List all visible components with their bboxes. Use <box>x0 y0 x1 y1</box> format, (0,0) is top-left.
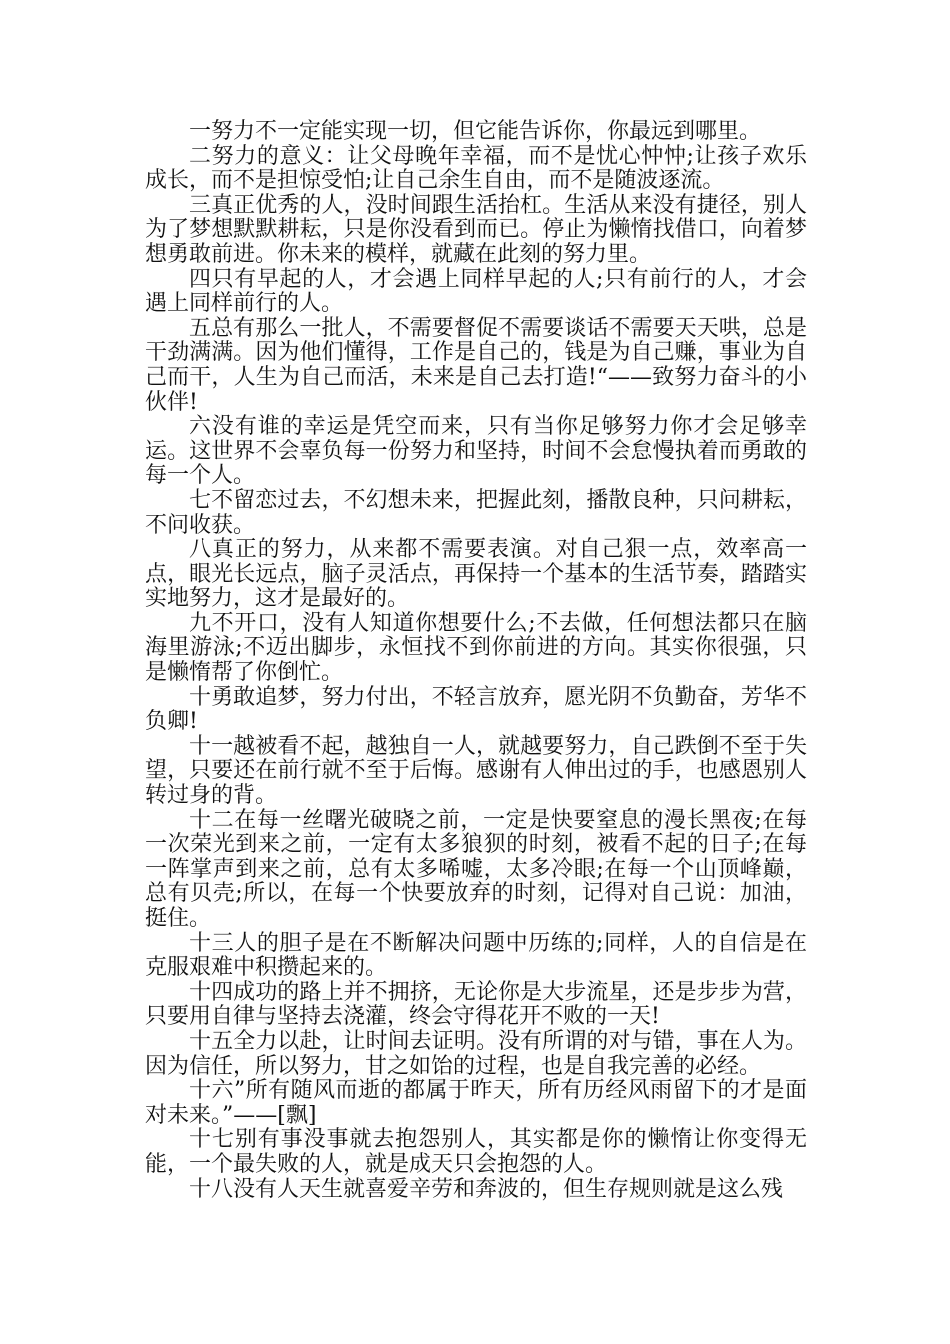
paragraph-6: 六没有谁的幸运是凭空而来，只有当你足够努力你才会足够幸运。这世界不会辜负每一份努力和坚持，时间不会怠慢执着而勇敢的每一个人。 <box>145 414 807 489</box>
paragraph-12: 十二在每一丝曙光破晓之前，一定是快要窒息的漫长黑夜;在每一次荣光到来之前，一定有太多狼狈的时刻，被看不起的日子;在每一阵掌声到来之前，总有太多唏嘘，太多冷眼;在每一个山顶峰巅，总有贝壳;所以，在每一个快要放弃的时刻，记得对自己说：加油，挺住。 <box>145 807 807 931</box>
document-body <box>145 120 807 1202</box>
paragraph-8: 八真正的努力，从来都不需要表演。对自己狠一点，效率高一点，眼光长远点，脑子灵活点，再保持一个基本的生活节奏，踏踏实实地努力，这才是最好的。 <box>145 537 807 612</box>
paragraph-18: 十八没有人天生就喜爱辛劳和奔波的，但生存规则就是这么残 <box>189 1176 784 1202</box>
paragraph-11: 十一越被看不起，越独自一人，就越要努力，自己跌倒不至于失望，只要还在前行就不至于后悔。感谢有人伸出过的手，也感恩别人转过身的背。 <box>145 733 807 809</box>
paragraph-3: 三真正优秀的人，没时间跟生活抬杠。生活从来没有捷径，别人为了梦想默默耕耘，只是你没看到而已。停止为懒惰找借口，向着梦想勇敢前进。你未来的模样，就藏在此刻的努力里。 <box>145 192 807 267</box>
paragraph-17: 十七别有事没事就去抱怨别人，其实都是你的懒惰让你变得无能，一个最失败的人，就是成天只会抱怨的人。 <box>145 1127 807 1177</box>
paragraph-7: 七不留恋过去，不幻想未来，把握此刻，播散良种，只问耕耘，不问收获。 <box>145 487 807 538</box>
paragraph-14: 十四成功的路上并不拥挤，无论你是大步流星，还是步步为营，只要用自律与坚持去浇灌，终会守得花开不败的一天! <box>145 979 807 1030</box>
paragraph-4: 四只有早起的人，才会遇上同样早起的人;只有前行的人，才会遇上同样前行的人。 <box>145 266 807 317</box>
paragraph-9: 九不开口，没有人知道你想要什么;不去做，任何想法都只在脑海里游泳;不迈出脚步，永恒找不到你前进的方向。其实你很强，只是懒惰帮了你倒忙。 <box>145 610 807 686</box>
paragraph-15: 十五全力以赴，让时间去证明。没有所谓的对与错，事在人为。因为信任，所以努力，甘之如饴的过程，也是自我完善的必经。 <box>145 1028 807 1079</box>
paragraph-2: 二努力的意义：让父母晚年幸福，而不是忧心忡忡;让孩子欢乐成长，而不是担惊受怕;让自己余生自由，而不是随波逐流。 <box>145 143 807 194</box>
paragraph-1: 一努力不一定能实现一切，但它能告诉你，你最远到哪里。 <box>189 119 762 144</box>
paragraph-16: 十六”所有随风而逝的都属于昨天，所有历经风雨留下的才是面对未来。”——[飘] <box>145 1078 807 1128</box>
paragraph-13: 十三人的胆子是在不断解决问题中历练的;同样，人的自信是在克服艰难中积攒起来的。 <box>145 930 807 981</box>
paragraph-5: 五总有那么一批人，不需要督促不需要谈话不需要天天哄，总是干劲满满。因为他们懂得，工作是自己的，钱是为自己赚，事业为自己而干，人生为自己而活，未来是自己去打造!“——致努力奋斗的小伙伴! <box>145 315 807 415</box>
paragraph-10: 十勇敢追梦，努力付出，不轻言放弃，愿光阴不负勤奋，芳华不负卿! <box>145 684 807 735</box>
